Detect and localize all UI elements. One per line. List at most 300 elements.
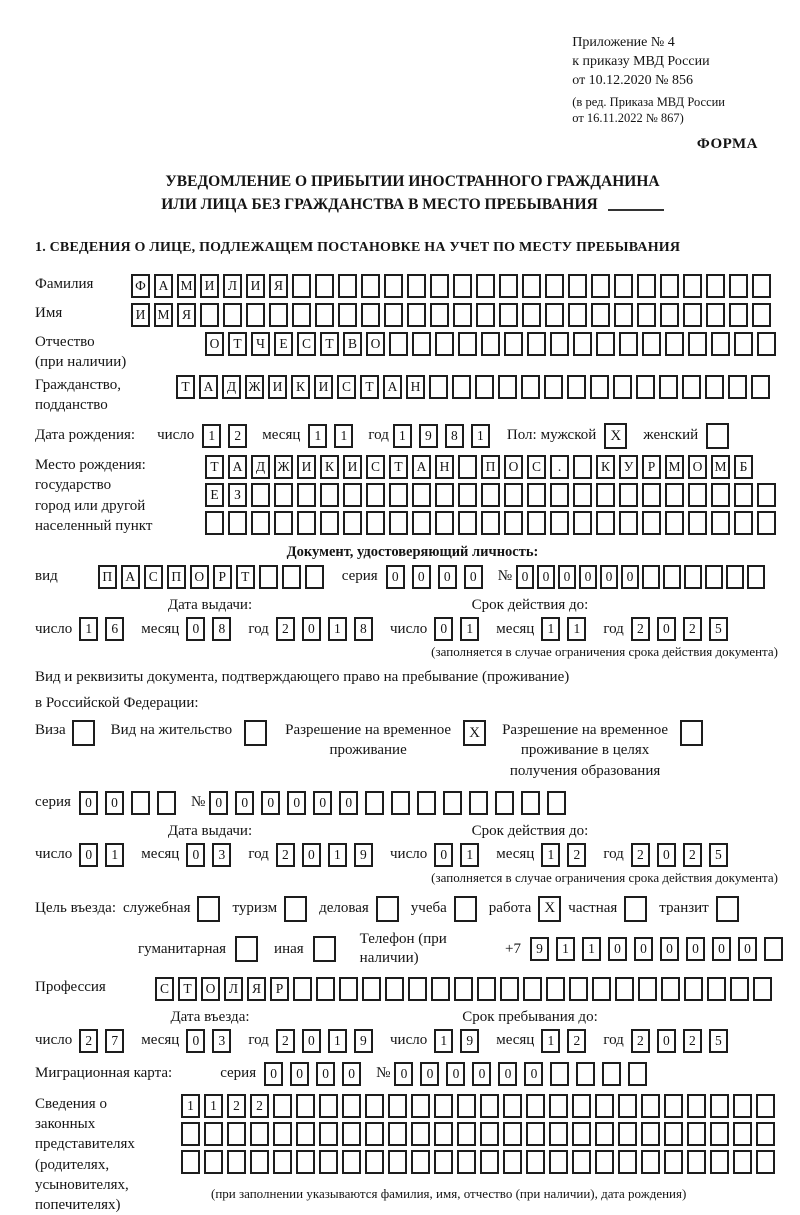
- char-box[interactable]: [602, 1062, 621, 1086]
- char-box[interactable]: [365, 791, 384, 815]
- char-box[interactable]: 0: [434, 843, 453, 867]
- char-box[interactable]: П: [98, 565, 117, 589]
- char-box[interactable]: [706, 274, 725, 298]
- char-box[interactable]: [619, 483, 638, 507]
- char-box[interactable]: 0: [738, 937, 757, 961]
- char-box[interactable]: [504, 483, 523, 507]
- char-box[interactable]: [204, 1150, 223, 1174]
- char-box[interactable]: О: [190, 565, 209, 589]
- char-box[interactable]: [591, 303, 610, 327]
- char-box[interactable]: 1: [460, 843, 479, 867]
- char-box[interactable]: [527, 332, 546, 356]
- char-box[interactable]: 1: [471, 424, 490, 448]
- char-box[interactable]: 1: [541, 617, 560, 641]
- char-box[interactable]: О: [201, 977, 220, 1001]
- char-box[interactable]: [315, 303, 334, 327]
- char-box[interactable]: Т: [236, 565, 255, 589]
- char-box[interactable]: 2: [631, 617, 650, 641]
- char-box[interactable]: [417, 791, 436, 815]
- char-box[interactable]: 0: [316, 1062, 335, 1086]
- char-box[interactable]: [181, 1150, 200, 1174]
- char-box[interactable]: [384, 303, 403, 327]
- char-box[interactable]: 0: [79, 791, 98, 815]
- char-box[interactable]: А: [121, 565, 140, 589]
- char-box[interactable]: [338, 274, 357, 298]
- char-box[interactable]: [273, 1150, 292, 1174]
- char-box[interactable]: [568, 274, 587, 298]
- char-box[interactable]: 0: [712, 937, 731, 961]
- turizm-checkbox[interactable]: [284, 896, 307, 922]
- char-box[interactable]: А: [228, 455, 247, 479]
- char-box[interactable]: [683, 303, 702, 327]
- char-box[interactable]: [454, 977, 473, 1001]
- char-box[interactable]: [342, 1094, 361, 1118]
- char-box[interactable]: [550, 332, 569, 356]
- char-box[interactable]: 2: [227, 1094, 246, 1118]
- char-box[interactable]: [684, 565, 702, 589]
- char-box[interactable]: И: [246, 274, 265, 298]
- char-box[interactable]: [550, 1062, 569, 1086]
- char-box[interactable]: [705, 375, 724, 399]
- char-box[interactable]: [315, 274, 334, 298]
- char-box[interactable]: [499, 303, 518, 327]
- char-box[interactable]: [131, 791, 150, 815]
- char-box[interactable]: И: [297, 455, 316, 479]
- char-box[interactable]: [568, 303, 587, 327]
- char-box[interactable]: [366, 483, 385, 507]
- char-box[interactable]: О: [504, 455, 523, 479]
- char-box[interactable]: [429, 375, 448, 399]
- tranzit-checkbox[interactable]: [716, 896, 739, 922]
- char-box[interactable]: [480, 1122, 499, 1146]
- char-box[interactable]: [343, 511, 362, 535]
- chastnaya-checkbox[interactable]: [624, 896, 647, 922]
- char-box[interactable]: 0: [386, 565, 405, 589]
- char-box[interactable]: 2: [276, 843, 295, 867]
- char-box[interactable]: [500, 977, 519, 1001]
- char-box[interactable]: [628, 1062, 647, 1086]
- char-box[interactable]: Я: [269, 274, 288, 298]
- char-box[interactable]: Р: [270, 977, 289, 1001]
- char-box[interactable]: [615, 977, 634, 1001]
- char-box[interactable]: 1: [328, 843, 347, 867]
- char-box[interactable]: [665, 511, 684, 535]
- char-box[interactable]: Н: [406, 375, 425, 399]
- char-box[interactable]: [274, 483, 293, 507]
- char-box[interactable]: Т: [228, 332, 247, 356]
- char-box[interactable]: [498, 375, 517, 399]
- char-box[interactable]: [596, 483, 615, 507]
- char-box[interactable]: [443, 791, 462, 815]
- char-box[interactable]: 0: [558, 565, 576, 589]
- char-box[interactable]: 9: [354, 843, 373, 867]
- char-box[interactable]: [663, 565, 681, 589]
- char-box[interactable]: Т: [389, 455, 408, 479]
- char-box[interactable]: [296, 1122, 315, 1146]
- char-box[interactable]: 0: [302, 843, 321, 867]
- char-box[interactable]: [573, 455, 592, 479]
- char-box[interactable]: [342, 1150, 361, 1174]
- char-box[interactable]: [549, 1094, 568, 1118]
- char-box[interactable]: 0: [657, 617, 676, 641]
- char-box[interactable]: П: [167, 565, 186, 589]
- char-box[interactable]: 0: [446, 1062, 465, 1086]
- char-box[interactable]: [522, 303, 541, 327]
- char-box[interactable]: [480, 1094, 499, 1118]
- char-box[interactable]: Б: [734, 455, 753, 479]
- char-box[interactable]: [453, 274, 472, 298]
- char-box[interactable]: [664, 1122, 683, 1146]
- char-box[interactable]: [292, 274, 311, 298]
- ucheba-checkbox[interactable]: [454, 896, 477, 922]
- char-box[interactable]: [320, 511, 339, 535]
- char-box[interactable]: [595, 1122, 614, 1146]
- char-box[interactable]: [618, 1122, 637, 1146]
- char-box[interactable]: И: [200, 274, 219, 298]
- char-box[interactable]: 0: [302, 617, 321, 641]
- char-box[interactable]: 0: [657, 843, 676, 867]
- char-box[interactable]: 8: [212, 617, 231, 641]
- char-box[interactable]: 3: [212, 843, 231, 867]
- char-box[interactable]: 1: [567, 617, 586, 641]
- char-box[interactable]: [549, 1150, 568, 1174]
- char-box[interactable]: [526, 1122, 545, 1146]
- char-box[interactable]: [273, 1122, 292, 1146]
- char-box[interactable]: Ч: [251, 332, 270, 356]
- char-box[interactable]: [684, 977, 703, 1001]
- char-box[interactable]: [550, 511, 569, 535]
- char-box[interactable]: К: [291, 375, 310, 399]
- char-box[interactable]: Я: [177, 303, 196, 327]
- char-box[interactable]: [282, 565, 301, 589]
- char-box[interactable]: [481, 511, 500, 535]
- char-box[interactable]: [469, 791, 488, 815]
- rvp-checkbox[interactable]: X: [463, 720, 486, 746]
- char-box[interactable]: Н: [435, 455, 454, 479]
- char-box[interactable]: [521, 791, 540, 815]
- char-box[interactable]: [756, 1150, 775, 1174]
- char-box[interactable]: [412, 483, 431, 507]
- rabota-checkbox[interactable]: X: [538, 896, 561, 922]
- char-box[interactable]: [477, 977, 496, 1001]
- char-box[interactable]: 0: [412, 565, 431, 589]
- char-box[interactable]: 0: [264, 1062, 283, 1086]
- char-box[interactable]: [757, 511, 776, 535]
- char-box[interactable]: [665, 483, 684, 507]
- char-box[interactable]: 0: [621, 565, 639, 589]
- char-box[interactable]: [729, 274, 748, 298]
- char-box[interactable]: О: [366, 332, 385, 356]
- char-box[interactable]: [384, 274, 403, 298]
- char-box[interactable]: [614, 303, 633, 327]
- char-box[interactable]: [385, 977, 404, 1001]
- char-box[interactable]: Т: [360, 375, 379, 399]
- char-box[interactable]: [292, 303, 311, 327]
- char-box[interactable]: [595, 1150, 614, 1174]
- char-box[interactable]: [614, 274, 633, 298]
- char-box[interactable]: [706, 303, 725, 327]
- char-box[interactable]: [522, 274, 541, 298]
- delovaya-checkbox[interactable]: [376, 896, 399, 922]
- char-box[interactable]: [476, 303, 495, 327]
- char-box[interactable]: 2: [276, 617, 295, 641]
- char-box[interactable]: О: [688, 455, 707, 479]
- char-box[interactable]: 0: [186, 617, 205, 641]
- char-box[interactable]: [710, 1150, 729, 1174]
- char-box[interactable]: С: [366, 455, 385, 479]
- char-box[interactable]: [688, 483, 707, 507]
- char-box[interactable]: [710, 1094, 729, 1118]
- char-box[interactable]: 0: [516, 565, 534, 589]
- char-box[interactable]: [297, 511, 316, 535]
- char-box[interactable]: [573, 483, 592, 507]
- char-box[interactable]: [734, 511, 753, 535]
- char-box[interactable]: 8: [445, 424, 464, 448]
- char-box[interactable]: [273, 1094, 292, 1118]
- char-box[interactable]: [259, 565, 278, 589]
- char-box[interactable]: Л: [223, 274, 242, 298]
- char-box[interactable]: [641, 1150, 660, 1174]
- char-box[interactable]: К: [596, 455, 615, 479]
- char-box[interactable]: [595, 1094, 614, 1118]
- char-box[interactable]: 2: [683, 843, 702, 867]
- char-box[interactable]: С: [337, 375, 356, 399]
- char-box[interactable]: Д: [222, 375, 241, 399]
- char-box[interactable]: [642, 483, 661, 507]
- char-box[interactable]: Я: [247, 977, 266, 1001]
- char-box[interactable]: [223, 303, 242, 327]
- char-box[interactable]: [366, 511, 385, 535]
- char-box[interactable]: [572, 1094, 591, 1118]
- char-box[interactable]: [435, 332, 454, 356]
- char-box[interactable]: [526, 1094, 545, 1118]
- char-box[interactable]: [527, 511, 546, 535]
- char-box[interactable]: Ф: [131, 274, 150, 298]
- char-box[interactable]: З: [228, 483, 247, 507]
- char-box[interactable]: [246, 303, 265, 327]
- char-box[interactable]: 1: [334, 424, 353, 448]
- char-box[interactable]: 0: [290, 1062, 309, 1086]
- char-box[interactable]: [711, 511, 730, 535]
- char-box[interactable]: [660, 274, 679, 298]
- char-box[interactable]: [316, 977, 335, 1001]
- char-box[interactable]: [567, 375, 586, 399]
- char-box[interactable]: [389, 511, 408, 535]
- char-box[interactable]: [495, 791, 514, 815]
- char-box[interactable]: [549, 1122, 568, 1146]
- char-box[interactable]: [613, 375, 632, 399]
- char-box[interactable]: [642, 332, 661, 356]
- char-box[interactable]: 0: [339, 791, 358, 815]
- char-box[interactable]: [365, 1150, 384, 1174]
- char-box[interactable]: 0: [472, 1062, 491, 1086]
- char-box[interactable]: [251, 511, 270, 535]
- char-box[interactable]: [269, 303, 288, 327]
- char-box[interactable]: [687, 1094, 706, 1118]
- char-box[interactable]: [458, 511, 477, 535]
- char-box[interactable]: [457, 1122, 476, 1146]
- char-box[interactable]: [591, 274, 610, 298]
- char-box[interactable]: [305, 565, 324, 589]
- char-box[interactable]: К: [320, 455, 339, 479]
- char-box[interactable]: 1: [79, 617, 98, 641]
- char-box[interactable]: С: [527, 455, 546, 479]
- char-box[interactable]: [747, 565, 765, 589]
- char-box[interactable]: [504, 511, 523, 535]
- char-box[interactable]: [757, 332, 776, 356]
- char-box[interactable]: [504, 332, 523, 356]
- char-box[interactable]: А: [199, 375, 218, 399]
- char-box[interactable]: [388, 1122, 407, 1146]
- char-box[interactable]: М: [154, 303, 173, 327]
- char-box[interactable]: [205, 511, 224, 535]
- char-box[interactable]: [660, 303, 679, 327]
- char-box[interactable]: [297, 483, 316, 507]
- char-box[interactable]: Е: [274, 332, 293, 356]
- char-box[interactable]: [480, 1150, 499, 1174]
- char-box[interactable]: [411, 1122, 430, 1146]
- char-box[interactable]: 1: [308, 424, 327, 448]
- char-box[interactable]: 0: [634, 937, 653, 961]
- char-box[interactable]: 0: [209, 791, 228, 815]
- char-box[interactable]: [458, 332, 477, 356]
- char-box[interactable]: [573, 511, 592, 535]
- char-box[interactable]: [391, 791, 410, 815]
- char-box[interactable]: [481, 332, 500, 356]
- char-box[interactable]: 1: [541, 1029, 560, 1053]
- char-box[interactable]: 0: [342, 1062, 361, 1086]
- char-box[interactable]: [200, 303, 219, 327]
- visa-checkbox[interactable]: [72, 720, 95, 746]
- char-box[interactable]: [527, 483, 546, 507]
- char-box[interactable]: Ж: [274, 455, 293, 479]
- char-box[interactable]: [431, 977, 450, 1001]
- char-box[interactable]: [430, 303, 449, 327]
- char-box[interactable]: И: [314, 375, 333, 399]
- char-box[interactable]: [499, 274, 518, 298]
- char-box[interactable]: 0: [105, 791, 124, 815]
- char-box[interactable]: [227, 1150, 246, 1174]
- char-box[interactable]: 0: [660, 937, 679, 961]
- char-box[interactable]: 0: [186, 843, 205, 867]
- char-box[interactable]: 0: [608, 937, 627, 961]
- char-box[interactable]: [682, 375, 701, 399]
- char-box[interactable]: М: [665, 455, 684, 479]
- char-box[interactable]: [250, 1122, 269, 1146]
- char-box[interactable]: [683, 274, 702, 298]
- char-box[interactable]: [688, 332, 707, 356]
- char-box[interactable]: 1: [582, 937, 601, 961]
- char-box[interactable]: [453, 303, 472, 327]
- char-box[interactable]: [711, 483, 730, 507]
- char-box[interactable]: [637, 274, 656, 298]
- char-box[interactable]: [408, 977, 427, 1001]
- char-box[interactable]: [339, 977, 358, 1001]
- char-box[interactable]: [320, 483, 339, 507]
- char-box[interactable]: [503, 1094, 522, 1118]
- char-box[interactable]: [729, 303, 748, 327]
- char-box[interactable]: [521, 375, 540, 399]
- char-box[interactable]: [547, 791, 566, 815]
- char-box[interactable]: [503, 1150, 522, 1174]
- char-box[interactable]: А: [154, 274, 173, 298]
- char-box[interactable]: [707, 977, 726, 1001]
- char-box[interactable]: М: [177, 274, 196, 298]
- char-box[interactable]: [544, 375, 563, 399]
- char-box[interactable]: 6: [105, 617, 124, 641]
- char-box[interactable]: 1: [328, 1029, 347, 1053]
- char-box[interactable]: 0: [79, 843, 98, 867]
- char-box[interactable]: [661, 977, 680, 1001]
- char-box[interactable]: [365, 1094, 384, 1118]
- char-box[interactable]: [592, 977, 611, 1001]
- char-box[interactable]: 9: [354, 1029, 373, 1053]
- char-box[interactable]: Т: [178, 977, 197, 1001]
- char-box[interactable]: [338, 303, 357, 327]
- char-box[interactable]: 0: [302, 1029, 321, 1053]
- char-box[interactable]: 1: [460, 617, 479, 641]
- char-box[interactable]: [452, 375, 471, 399]
- char-box[interactable]: Л: [224, 977, 243, 1001]
- char-box[interactable]: 1: [328, 617, 347, 641]
- char-box[interactable]: .: [550, 455, 569, 479]
- residence-permit-checkbox[interactable]: [244, 720, 267, 746]
- char-box[interactable]: [407, 274, 426, 298]
- char-box[interactable]: 0: [464, 565, 483, 589]
- char-box[interactable]: [319, 1094, 338, 1118]
- char-box[interactable]: [365, 1122, 384, 1146]
- char-box[interactable]: [157, 791, 176, 815]
- char-box[interactable]: [641, 1094, 660, 1118]
- char-box[interactable]: С: [297, 332, 316, 356]
- char-box[interactable]: [687, 1122, 706, 1146]
- char-box[interactable]: [546, 977, 565, 1001]
- char-box[interactable]: [343, 483, 362, 507]
- char-box[interactable]: [638, 977, 657, 1001]
- rvp-education-checkbox[interactable]: [680, 720, 703, 746]
- char-box[interactable]: [710, 1122, 729, 1146]
- char-box[interactable]: [228, 511, 247, 535]
- char-box[interactable]: [757, 483, 776, 507]
- char-box[interactable]: [688, 511, 707, 535]
- char-box[interactable]: [361, 274, 380, 298]
- char-box[interactable]: 2: [228, 424, 247, 448]
- char-box[interactable]: [435, 511, 454, 535]
- char-box[interactable]: [388, 1094, 407, 1118]
- char-box[interactable]: Р: [642, 455, 661, 479]
- char-box[interactable]: Д: [251, 455, 270, 479]
- char-box[interactable]: 2: [79, 1029, 98, 1053]
- char-box[interactable]: [733, 1094, 752, 1118]
- char-box[interactable]: 0: [235, 791, 254, 815]
- char-box[interactable]: 0: [434, 617, 453, 641]
- char-box[interactable]: [434, 1122, 453, 1146]
- char-box[interactable]: 0: [287, 791, 306, 815]
- char-box[interactable]: 1: [556, 937, 575, 961]
- char-box[interactable]: [711, 332, 730, 356]
- char-box[interactable]: О: [205, 332, 224, 356]
- char-box[interactable]: 2: [683, 617, 702, 641]
- char-box[interactable]: [361, 303, 380, 327]
- char-box[interactable]: [734, 332, 753, 356]
- char-box[interactable]: Т: [205, 455, 224, 479]
- char-box[interactable]: 0: [686, 937, 705, 961]
- char-box[interactable]: [457, 1150, 476, 1174]
- gender-female-checkbox[interactable]: [706, 423, 729, 449]
- char-box[interactable]: [618, 1150, 637, 1174]
- char-box[interactable]: 5: [709, 843, 728, 867]
- char-box[interactable]: [733, 1122, 752, 1146]
